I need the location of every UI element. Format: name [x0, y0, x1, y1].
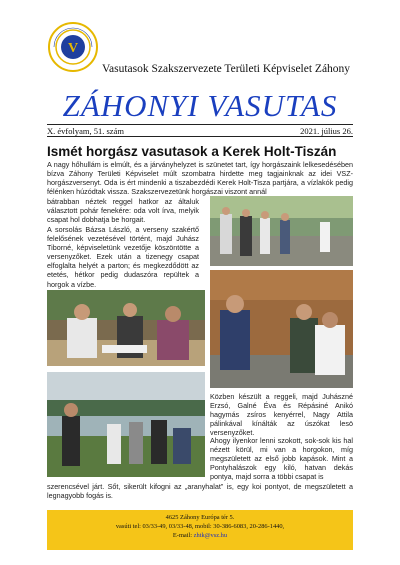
top-rule [47, 124, 353, 125]
article-paragraph-4-continued: szerencsével járt. Sőt, sikerült kifogni az „aranyhalat” is, egy koi pontyot, de megszületett a legnagyobb fogás is. [47, 482, 353, 501]
article-paragraph-1-continued: bátrabban néztek reggel hatkor az általuk választott pohár fenekére: oda volt írva, melyik csapat hol dobhatja be horgait. [47, 197, 199, 225]
article-paragraph-4: Ahogy ilyenkor lenni szokott, sok-sok kis hal nézett körül, mi van a horgokon, míg megszületett az első jobb kapások. Mint a Pontyhalászok egy kiló, hatvan dekás pontya, majd sorra a többi csapat is [210, 436, 353, 482]
issue-number: X. évfolyam, 51. szám [47, 126, 124, 136]
logo-letter: V [67, 41, 79, 56]
photo-anglers-group [210, 196, 353, 266]
bottom-rule [47, 136, 353, 137]
photo-catch-on-shore [47, 372, 205, 477]
footer-email-line [47, 531, 353, 540]
article-paragraph-2: A sorsolás Bázsa László, a verseny szakértő felelősének vezetésével történt, majd Juhász Tiborné, képviseletünk vezetője köszöntötte a versenyzőket. Ezek után a tizenegy csapat elfoglalta helyét a parton; és megkezdődött az etetés, hétkor pedig dudaszóra repültek a horgok a vízbe. [47, 225, 199, 289]
photo-fish-weighing [210, 270, 353, 388]
article-paragraph-1: A nagy hőhullám is elmúlt, és a járványhelyzet is szünetet tart, így horgászaink lelkesedésében bízva Záhony Területi Képviselet múlt szombatra hirdette meg tagjainknak az idei VSZ-horgászversenyt. Oda is ért mindenki a tiszabezdédi Kerek Holt-Tisza partjára, a vízlakók pedig félénken húzódtak vissza. Szakszervezetünk horgászai viszont annál [47, 160, 353, 197]
article-title: Ismét horgász vasutasok a Kerek Holt-Tiszán [47, 144, 337, 159]
contact-footer [47, 510, 353, 550]
union-logo [48, 22, 98, 72]
issue-date: 2021. július 26. [300, 126, 353, 136]
footer-email-link[interactable]: zhtk@vsz.hu [193, 532, 228, 539]
organization-name: Vasutasok Szakszervezete Területi Képviselet Záhony [102, 63, 351, 75]
footer-email-prefix: E-mail: [172, 532, 194, 539]
footer-address: 4625 Záhony Európa tér 5. [165, 514, 235, 521]
article-paragraph-3: Közben készült a reggeli, majd Juhászné Erzsó, Galné Éva és Répásiné Anikó hagymás zsíros kenyérrel, Nagy Attila pálinkával kínálták az úszókat lesö versenyzőket. [210, 392, 353, 438]
masthead-title: ZÁHONYI VASUTAS [62, 88, 338, 123]
photo-breakfast-preparation [47, 290, 205, 366]
footer-phones: vasúti tel: 03/33-49, 03/33-48, mobil: 30-386-6083, 20-286-1440, [115, 523, 285, 530]
